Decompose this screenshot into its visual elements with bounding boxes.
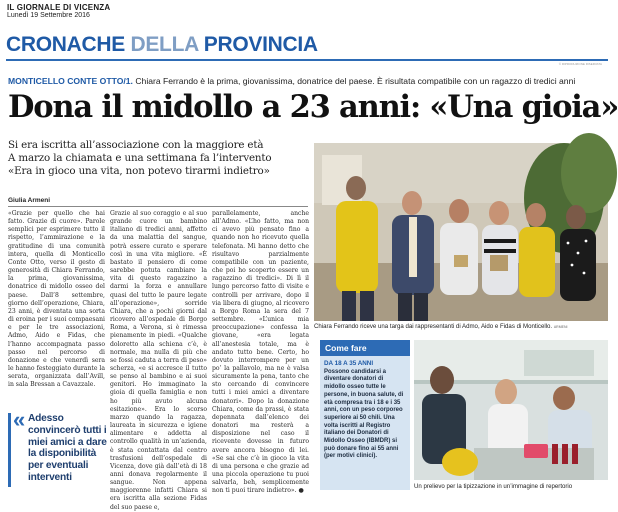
section-word-della: DELLA (130, 33, 199, 56)
byline-rule (8, 206, 308, 207)
article-kicker (8, 76, 608, 87)
blood-sample-illustration (414, 340, 608, 480)
group-photo (314, 143, 608, 321)
column-text: «Grazie per quello che hai fatto. Grazie di cuore». Parole semplici per esprimere tutto il rispetto, l’ammirazione e la gratitudine di una comunità intera, quella di Monticello Conte Otto, verso il gesto di generosità di Chiara Ferrando, la prima, giovanissima, donatrice di midollo osseo del paese. Dall’8 settembre, giorno dell’operazione, Chiara, 23 anni, è diventata una sorta di eroina per i suoi compaesani e per le tre associazioni, Admo, Aido e Fidas, che l’hanno accompagnata passo passo nel percorso di donazione e che venerdì sera le hanno festeggiato durante la serata, organizzata dall’Avill, in sala Bressan a Cavazzale. (8, 210, 105, 389)
reproduction-stamp: © RIPRODUZIONE RISERVATA (558, 62, 602, 66)
info-box-text: Possono candidarsi a diventare donatori di midollo osseo tutte le persone, in buona salute, di età compresa tra i 18 e i 35 anni, con un peso corporeo superiore ai 50 chili. Una volta iscritti al Registro italiano dei Donatori di Midollo Osseo (IBMDR) si può donare fino ai 55 anni (per motivi clinici). (324, 368, 404, 460)
section-title (6, 31, 608, 58)
deck-line: «Era in gioco una vita, non potevo tirarmi indietro» (8, 165, 270, 177)
article-column-1 (8, 210, 105, 406)
caption-text: Chiara Ferrando riceve una targa dai rappresentanti di Admo, Aido e Fidas di Monticello. (314, 323, 553, 330)
pull-quote-bar (8, 413, 11, 487)
photo-credit: ARMENI (553, 325, 568, 329)
quote-mark-icon: « (13, 407, 26, 432)
pull-quote-text: Adesso convincerò tutti i miei amici a dare la disponibilità per eventuali interventi (28, 413, 107, 483)
issue-date: Lunedì 19 Settembre 2016 (7, 12, 90, 19)
article-column-2 (110, 210, 207, 511)
column-text: parallelamente, anche all’Admo. «L’ho fatto, ma non ci avevo più pensato fino a quando non ho ricevuto quella telefonata. Mi hanno detto che risultavo parzialmente compatibile con un paziente, che poi ho scoperto essere un ragazzino di tredici». Di lì il lungo percorso fatto di visite e controlli per arrivare, dopo il via libera di giugno, al ricovero a Borgo Roma la sera del 7 settembre. «L’unica mia preoccupazione» confessa la giovane, «era legata all’anestesia totale, ma è andato tutto bene. Certo, ho dovuto interrompere per un po’ la pallavolo, ma ne è valsa sicuramente la pena, tanto che sto cercando di convincere tutti i miei amici a diventare donatori». Dopo la donazione Chiara, come da prassi, è stata depennata dall’elenco dei donatori ma resterà a disposizione nel caso il ricevente dovesse in futuro avere ancora bisogno di lei. «Se sai che c’è in gioco la vita di una persona e che grazie ad una piccola operazione tu puoi salvarla, beh, semplicemente non ti puoi tirare indietro». ● (212, 210, 309, 495)
kicker-place: MONTICELLO CONTE OTTO/1. (8, 76, 133, 86)
deck-line: A marzo la chiamata e una settimana fa l’intervento (8, 152, 272, 164)
photo-caption-2: Un prelievo per la tipizzazione in un’immagine di repertorio (414, 483, 573, 490)
pull-quote (8, 407, 107, 494)
newspaper-name: IL GIORNALE DI VICENZA (7, 3, 111, 12)
info-box (320, 340, 410, 490)
article-column-3 (212, 210, 309, 500)
group-photo-illustration (314, 143, 608, 321)
info-box-body (320, 356, 410, 461)
info-box-highlight: DA 18 A 35 ANNI (324, 360, 374, 367)
blood-sample-photo (414, 340, 608, 480)
article-deck (8, 139, 308, 178)
section-word-provincia: PROVINCIA (203, 33, 318, 56)
masthead (7, 3, 607, 20)
deck-line: Si era iscritta all’associazione con la maggiore età (8, 139, 264, 151)
photo-caption (314, 323, 608, 330)
section-rule (6, 59, 608, 61)
article-headline: Dona il midollo a 23 anni: «Una gioia» (8, 89, 618, 125)
kicker-text: Chiara Ferrando è la prima, giovanissima, donatrice del paese. È risultata compatibile con un ragazzo di tredici anni (135, 76, 576, 86)
section-word-cronache: CRONACHE (6, 33, 125, 56)
byline: Giulia Armeni (8, 197, 51, 204)
info-box-title: Come fare (320, 340, 410, 356)
column-text: Grazie al suo coraggio e al suo grande cuore un bambino italiano di tredici anni, affetto da una malattia del sangue, potrà essere curato e sperare così in una vita migliore. «È bastato il pensiero di come sarebbe potuta cambiare la vita di questo ragazzino a darmi la forza e annullare quasi del tutto le paure legate all’operazione», sorride Chiara, che a pochi giorni dal ricovero all’ospedale di Borgo Roma, a Verona, si è rimessa pienamente in piedi. «Qualche doloretto alla schiena c’è, è normale, ma nulla di più che se fossi caduta a terra di peso» scherza, «e si accresce il tutto se penso al bambino e ai suoi genitori. Ho immaginato la gioia di quella famiglia e non ho più avuto alcuna esitazione». Era lo scorso marzo quando la ragazza, laureata in sicurezza e igiene alimentare e addetta al controllo qualità in un’azienda, è stata contattata dal centro trasfusioni dell’ospedale di Vicenza, dove già dall’età di 18 anni donava regolarmente il sangue. Non appena maggiorenne infatti Chiara si era iscritta alla sezione Fidas del suo paese e, (110, 210, 207, 511)
